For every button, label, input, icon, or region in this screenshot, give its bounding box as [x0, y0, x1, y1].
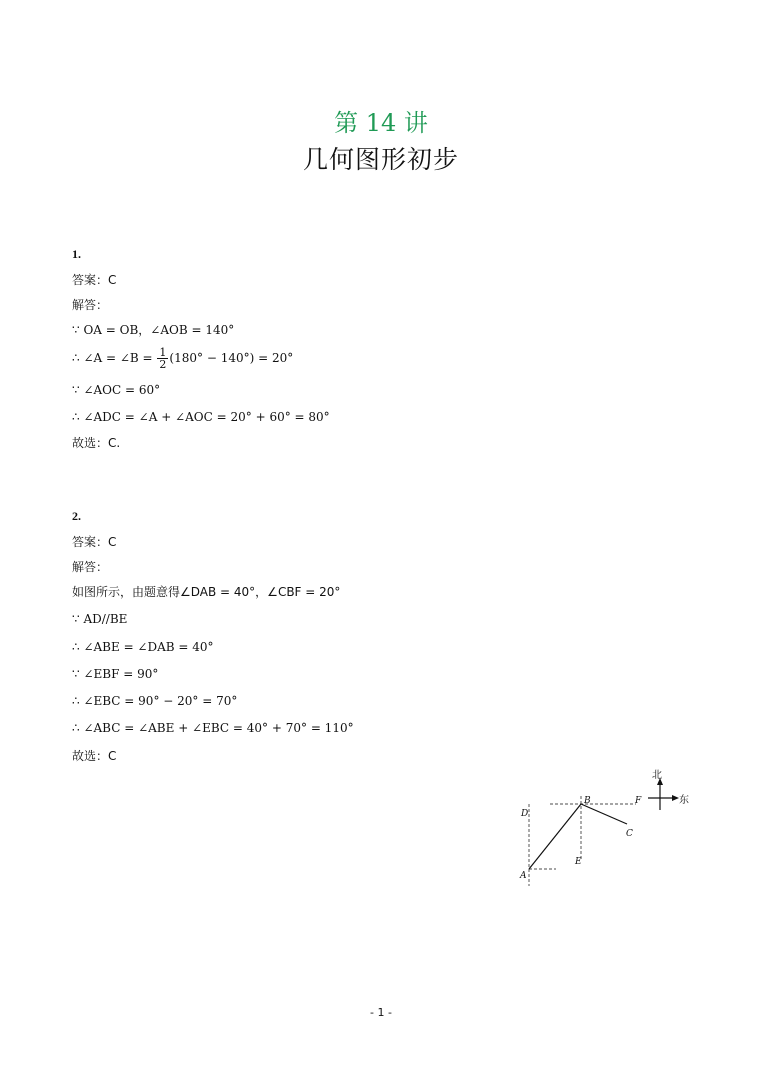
problem-1-step-1: ∵ OA = OB，∠AOB = 140° — [72, 323, 235, 337]
compass-north-label: 北 — [652, 770, 662, 781]
step-2-suffix: (180° − 140°) = 20° — [169, 351, 294, 365]
page-number: - 1 - — [370, 1006, 392, 1019]
lesson-number: 第 14 讲 — [334, 109, 428, 137]
fraction-denominator: 2 — [159, 358, 167, 371]
segment-BC — [581, 804, 627, 824]
label-C: C — [626, 829, 633, 839]
fraction-numerator: 1 — [159, 346, 167, 359]
problem-2-answer: 答案：C — [72, 535, 117, 549]
segment-AB — [529, 804, 581, 869]
problem-2-solution-label: 解答： — [72, 560, 109, 574]
problem-1-answer: 答案：C — [72, 273, 117, 287]
problem-2-number: 2. — [72, 509, 81, 523]
problem-1-step-4: ∴ ∠ADC = ∠A + ∠AOC = 20° + 60° = 80° — [72, 410, 330, 424]
problem-2-conclusion: 故选：C — [72, 749, 117, 763]
problem-2-step-2: ∵ AD//BE — [72, 612, 128, 626]
compass-east-label: 东 — [679, 795, 689, 806]
problem-2-step-5: ∴ ∠EBC = 90° − 20° = 70° — [72, 694, 238, 708]
problem-1-step-3: ∵ ∠AOC = 60° — [72, 383, 161, 397]
label-E: E — [575, 857, 582, 867]
fraction-one-half — [157, 347, 168, 370]
label-F: F — [635, 796, 642, 806]
problem-2-step-6: ∴ ∠ABC = ∠ABE + ∠EBC = 40° + 70° = 110° — [72, 721, 354, 735]
problem-1-conclusion: 故选：C. — [72, 436, 121, 450]
problem-2-step-4: ∵ ∠EBF = 90° — [72, 667, 159, 681]
label-D: D — [521, 809, 529, 819]
problem-1-solution-label: 解答： — [72, 298, 109, 312]
label-A: A — [520, 871, 527, 881]
problem-2-step-3: ∴ ∠ABE = ∠DAB = 40° — [72, 640, 214, 654]
problem-1-number: 1. — [72, 247, 81, 261]
problem-1-step-2 — [72, 347, 293, 370]
geometry-figure — [512, 764, 702, 889]
east-arrow-icon — [672, 795, 679, 801]
step-2-prefix: ∴ ∠A = ∠B = — [72, 351, 157, 365]
problem-2-step-1: 如图所示，由题意得∠DAB = 40°，∠CBF = 20° — [72, 585, 341, 599]
page-title: 几何图形初步 — [302, 145, 459, 174]
label-B: B — [584, 796, 591, 806]
